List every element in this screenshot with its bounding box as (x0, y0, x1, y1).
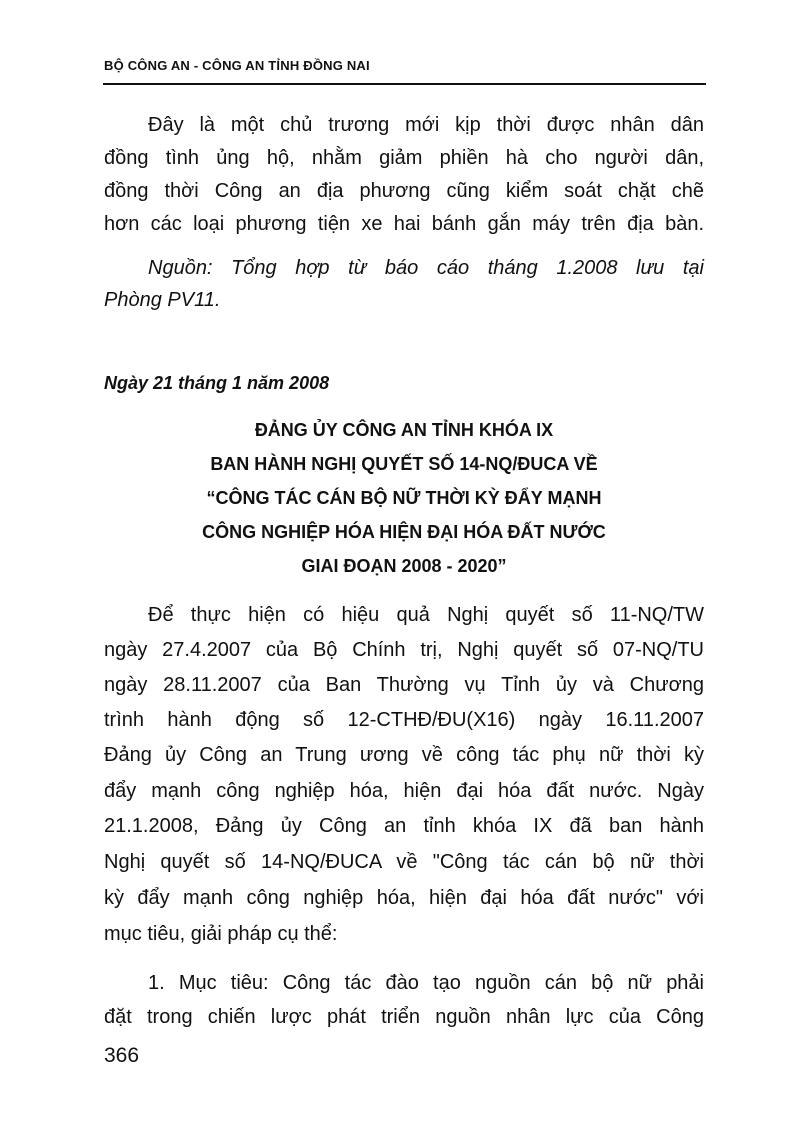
body-line: kỳ đẩy mạnh công nghiệp hóa, hiện đại hóa đất nước" với (104, 887, 704, 909)
entry-title-line: ĐẢNG ỦY CÔNG AN TỈNH KHÓA IX (254, 420, 554, 440)
source-note-line: Phòng PV11. (104, 289, 221, 311)
entry-title-line: “CÔNG TÁC CÁN BỘ NỮ THỜI KỲ ĐẨY MẠNH (206, 488, 602, 508)
goal-line: 1. Mục tiêu: Công tác đào tạo nguồn cán bộ nữ phải (148, 972, 704, 994)
entry-date: Ngày 21 tháng 1 năm 2008 (104, 373, 330, 393)
body-line: ngày 28.11.2007 của Ban Thường vụ Tỉnh ủy và Chương (104, 674, 704, 696)
body-line: trình hành động số 12-CTHĐ/ĐU(X16) ngày 16.11.2007 (104, 709, 704, 731)
body-line: 21.1.2008, Đảng ủy Công an tỉnh khóa IX đã ban hành (104, 815, 704, 837)
intro-line: hơn các loại phương tiện xe hai bánh gắn máy trên địa bàn. (104, 213, 704, 235)
body-line: đẩy mạnh công nghiệp hóa, hiện đại hóa đất nước. Ngày (104, 780, 704, 802)
body-line: ngày 27.4.2007 của Bộ Chính trị, Nghị quyết số 07-NQ/TU (104, 639, 704, 661)
body-line: Nghị quyết số 14-NQ/ĐUCA về "Công tác cán bộ nữ thời (104, 851, 704, 873)
body-line: mục tiêu, giải pháp cụ thể: (104, 923, 338, 945)
intro-line: đồng tình ủng hộ, nhằm giảm phiền hà cho người dân, (104, 147, 704, 169)
intro-line: đồng thời Công an địa phương cũng kiểm soát chặt chẽ (104, 180, 704, 202)
body-line: Đảng ủy Công an Trung ương về công tác phụ nữ thời kỳ (104, 744, 704, 766)
running-header: BỘ CÔNG AN - CÔNG AN TỈNH ĐỒNG NAI (104, 58, 370, 73)
entry-title-line: CÔNG NGHIỆP HÓA HIỆN ĐẠI HÓA ĐẤT NƯỚC (202, 522, 606, 542)
body-line: Để thực hiện có hiệu quả Nghị quyết số 11-NQ/TW (148, 604, 704, 626)
page-number: 366 (104, 1044, 140, 1067)
goal-line: đặt trong chiến lược phát triển nguồn nhân lực của Công (104, 1006, 704, 1028)
intro-line: Đây là một chủ trương mới kịp thời được nhân dân (148, 114, 704, 136)
entry-title-line: BAN HÀNH NGHỊ QUYẾT SỐ 14-NQ/ĐUCA VỀ (210, 454, 598, 474)
header-rule (103, 83, 706, 85)
entry-title-line: GIAI ĐOẠN 2008 - 2020” (301, 556, 507, 576)
source-note-line: Nguồn: Tổng hợp từ báo cáo tháng 1.2008 lưu tại (148, 257, 704, 279)
